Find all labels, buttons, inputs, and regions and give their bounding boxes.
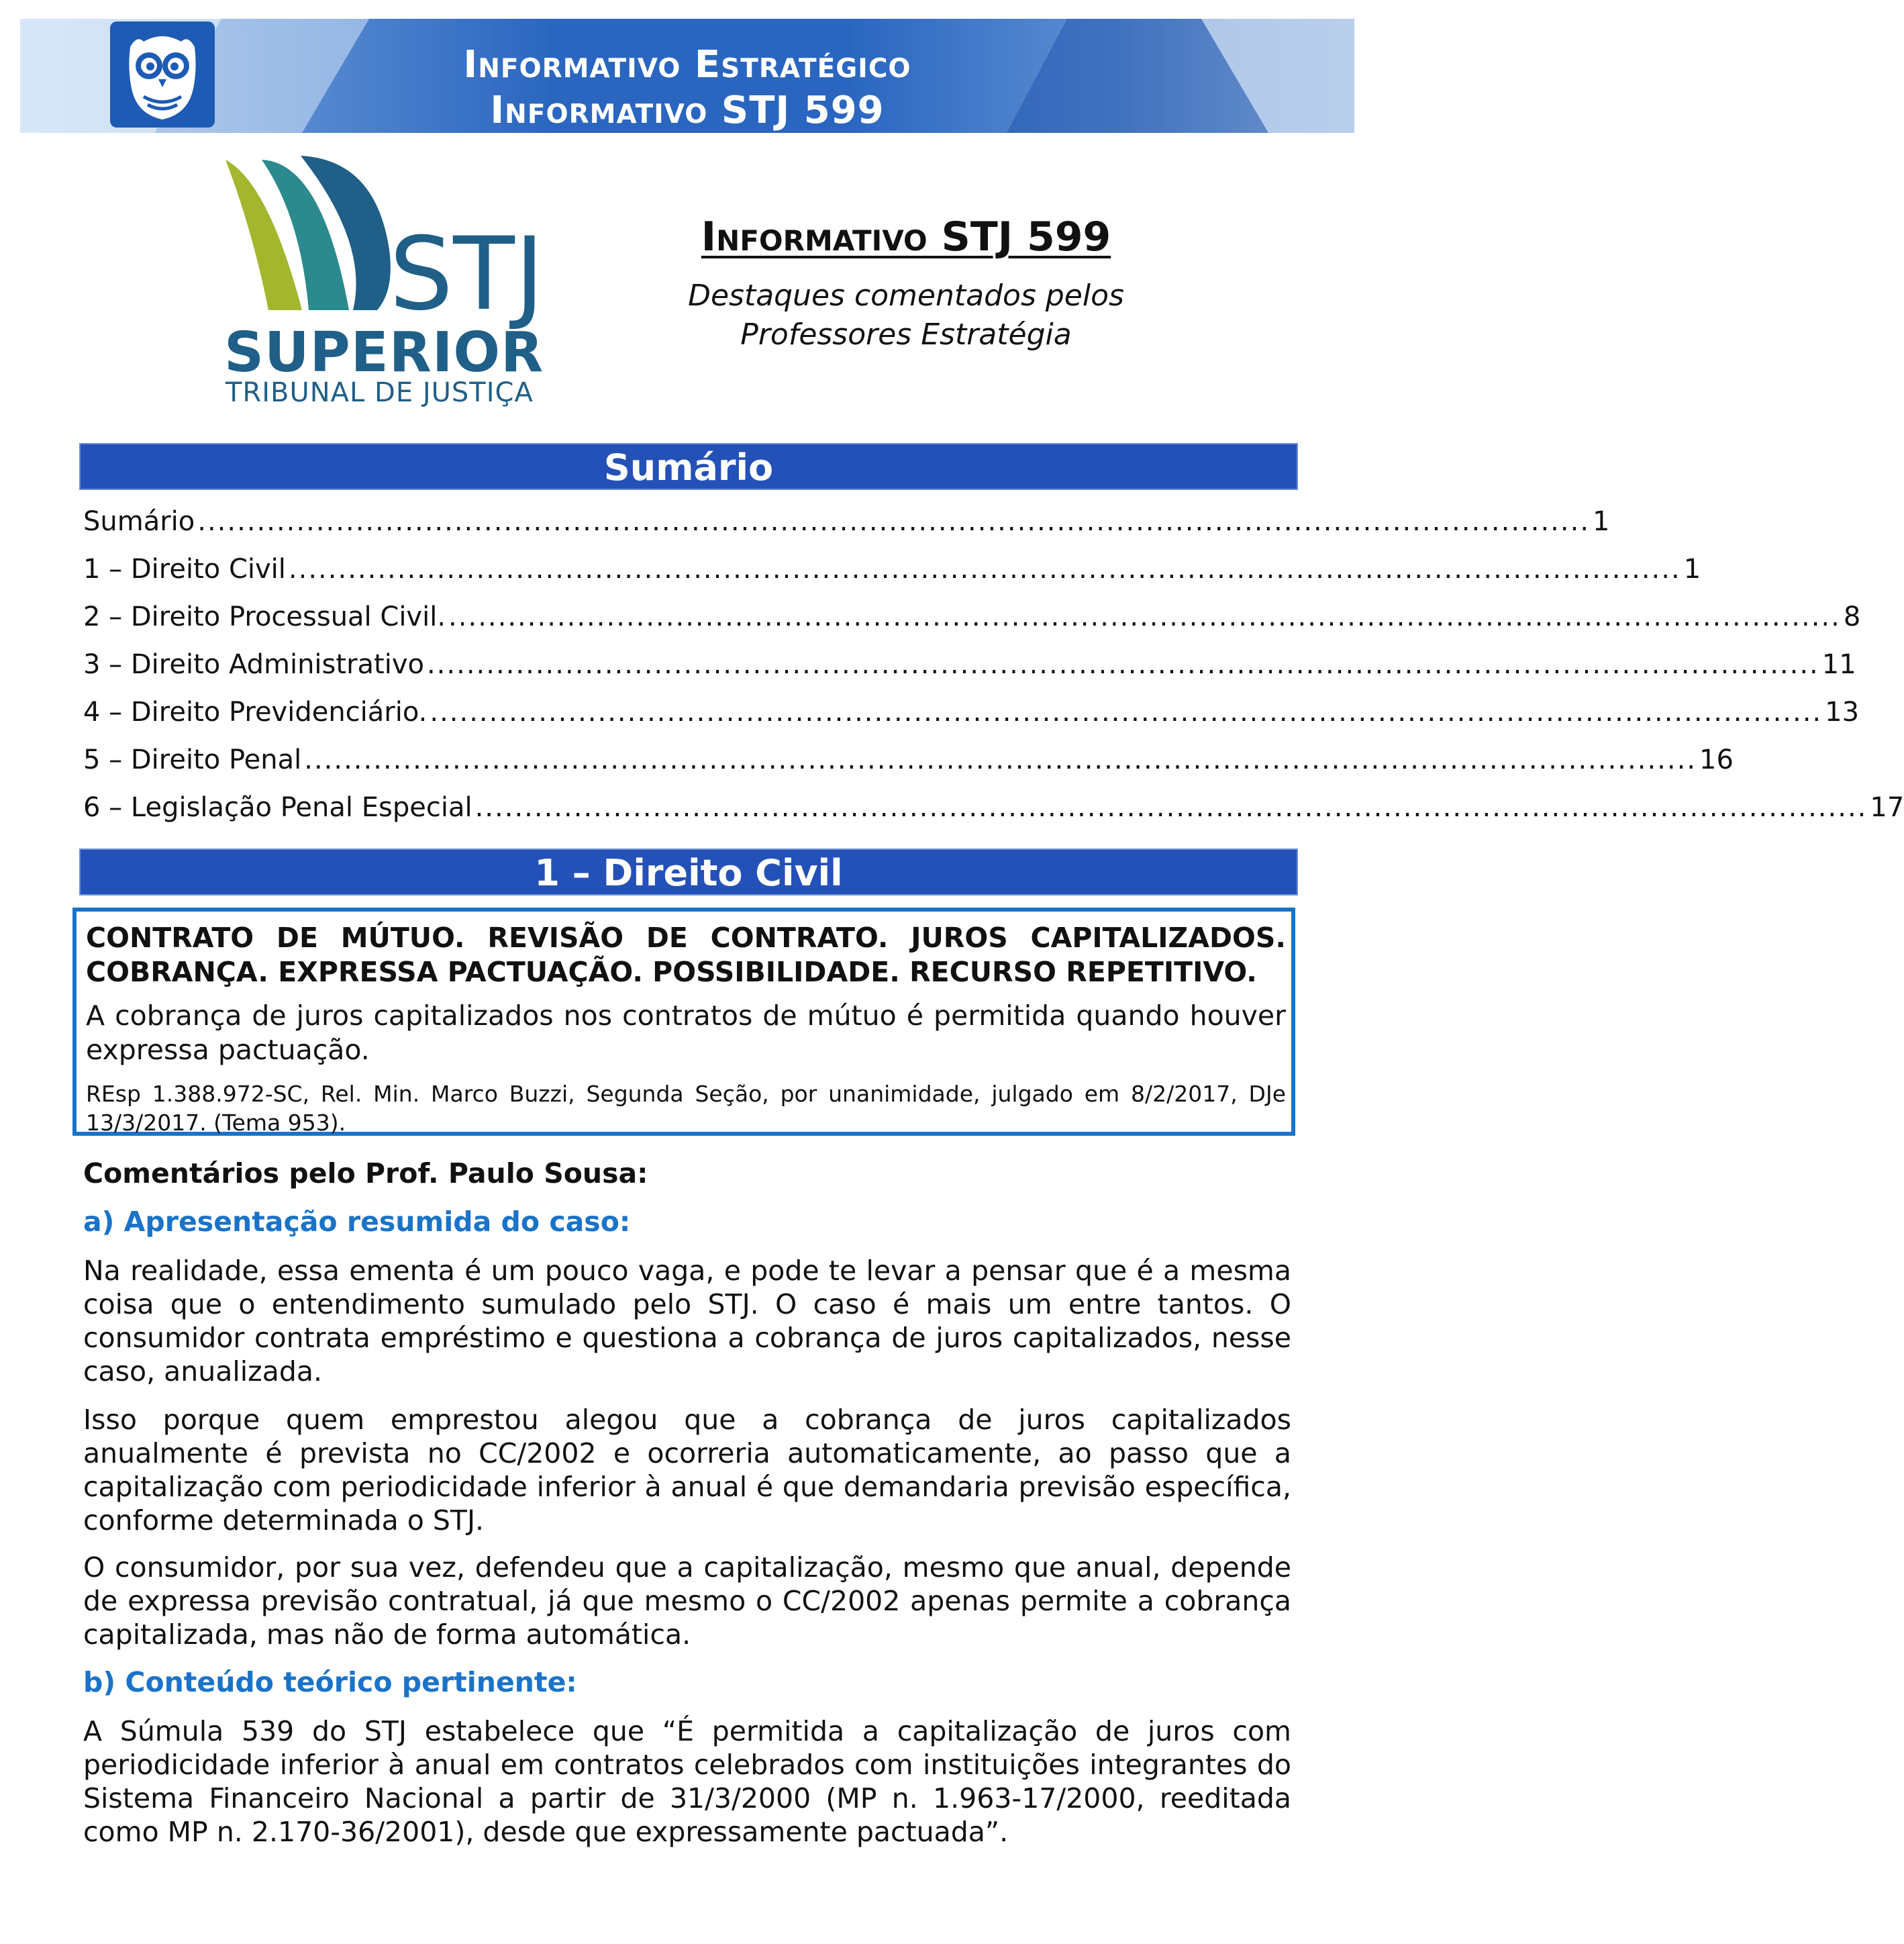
subsection-a: [83, 1206, 1291, 1238]
paragraph-3-block: [83, 1551, 1291, 1651]
ementa-title: CONTRATO DE MÚTUO. REVISÃO DE CONTRATO. JUROS CAPITALIZADOS. COBRANÇA. EXPRESSA PACTUAÇÃO. POSSIBILIDADE. RECURSO REPETITIVO.: [86, 922, 1286, 988]
toc-label: Sumário: [83, 506, 195, 537]
logo-tribunal-text: TRIBUNAL DE JUSTIÇA: [226, 377, 534, 408]
stj-letters: STJ: [389, 216, 545, 333]
toc-leader-dots: .............................................................................................................................................: [448, 601, 1841, 632]
toc-item[interactable]: [83, 784, 1904, 832]
toc-item[interactable]: [83, 498, 1610, 546]
paragraph: Isso porque quem emprestou alegou que a cobrança de juros capitalizados anualmente é prevista no CC/2002 e ocorreria automaticamente, ao passo que a capitalização com periodicidade inferior à anual é que demandaria previsão específica, conforme determinada o STJ.: [83, 1404, 1291, 1537]
toc-page-number: 1: [1683, 554, 1701, 585]
toc-page-number: 8: [1843, 601, 1861, 632]
toc-leader-dots: .............................................................................................................................................: [197, 506, 1591, 537]
paragraph-4-block: [83, 1714, 1291, 1849]
toc-item[interactable]: [83, 546, 1701, 593]
toc-item[interactable]: [83, 736, 1734, 784]
toc-label: 3 – Direito Administrativo: [83, 649, 424, 680]
document-subtitle: [604, 277, 1208, 354]
subheading-a: a) Apresentação resumida do caso:: [83, 1206, 631, 1238]
sumario-header: Sumário: [79, 443, 1298, 490]
subheading-b: b) Conteúdo teórico pertinente:: [83, 1666, 577, 1698]
toc-page-number: 13: [1825, 697, 1860, 728]
toc-label: 2 – Direito Processual Civil.: [83, 601, 446, 632]
paragraph: O consumidor, por sua vez, defendeu que a capitalização, mesmo que anual, depende de expressa previsão contratual, já que mesmo o CC/2002 apenas permite a cobrança capitalizada, mas não de forma automática.: [83, 1551, 1291, 1651]
comments-heading: [83, 1157, 1291, 1189]
toc-item[interactable]: [83, 641, 1856, 689]
toc-label: 1 – Direito Civil: [83, 554, 286, 585]
banner-title-line2: Informativo STJ 599: [490, 89, 885, 132]
toc-leader-dots: .............................................................................................................................................: [304, 744, 1697, 775]
toc-leader-dots: .............................................................................................................................................: [474, 792, 1868, 823]
toc-page-number: 1: [1593, 506, 1610, 537]
subtitle-line2: Professores Estratégia: [740, 318, 1072, 352]
subsection-b: [83, 1666, 1291, 1698]
toc-item[interactable]: [83, 593, 1861, 641]
ementa-box: [72, 908, 1295, 1136]
top-banner: [20, 19, 1354, 133]
toc-page-number: 11: [1821, 649, 1856, 680]
toc-page-number: 16: [1699, 744, 1734, 775]
document-title: Informativo STJ 599: [701, 213, 1111, 260]
paragraph: A Súmula 539 do STJ estabelece que “É permitida a capitalização de juros com periodicidade inferior à anual em contratos celebrados com instituições integrantes do Sistema Financeiro Nacional a partir de 31/3/2000 (MP n. 1.963-17/2000, reeditada como MP n. 2.170-36/2001), desde que expressamente pactuada”.: [83, 1715, 1291, 1848]
comments-author-heading: Comentários pelo Prof. Paulo Sousa:: [83, 1157, 648, 1189]
toc-leader-dots: .............................................................................................................................................: [426, 649, 1819, 680]
paragraph: Na realidade, essa ementa é um pouco vaga, e pode te levar a pensar que é a mesma coisa que o entendimento sumulado pelo STJ. O caso é mais um entre tantos. O consumidor contrata empréstimo e questiona a cobrança de juros capitalizados, nesse caso, anualizada.: [83, 1255, 1291, 1388]
ementa-text: A cobrança de juros capitalizados nos contratos de mútuo é permitida quando houver expressa pactuação.: [86, 1000, 1286, 1066]
toc-label: 5 – Direito Penal: [83, 744, 302, 775]
paragraph-2-block: [83, 1403, 1291, 1537]
ementa-reference: REsp 1.388.972-SC, Rel. Min. Marco Buzzi, Segunda Seção, por unanimidade, julgado em 8/2/2017, DJe 13/3/2017. (Tema 953).: [86, 1081, 1286, 1136]
toc-item[interactable]: [83, 689, 1860, 736]
logo-superior-text: SUPERIOR: [224, 321, 544, 385]
toc-label: 4 – Direito Previdenciário.: [83, 697, 428, 728]
subtitle-line1: Destaques comentados pelos: [688, 279, 1124, 313]
toc-label: 6 – Legislação Penal Especial: [83, 792, 472, 823]
toc-leader-dots: .............................................................................................................................................: [288, 554, 1681, 585]
paragraph-1-block: [83, 1254, 1291, 1388]
toc-leader-dots: .............................................................................................................................................: [430, 697, 1823, 728]
toc-page-number: 17: [1870, 792, 1904, 823]
section-header-direito-civil: 1 – Direito Civil: [79, 848, 1298, 895]
banner-title-line1: Informativo Estratégico: [463, 43, 911, 87]
table-of-contents: [83, 498, 1904, 832]
